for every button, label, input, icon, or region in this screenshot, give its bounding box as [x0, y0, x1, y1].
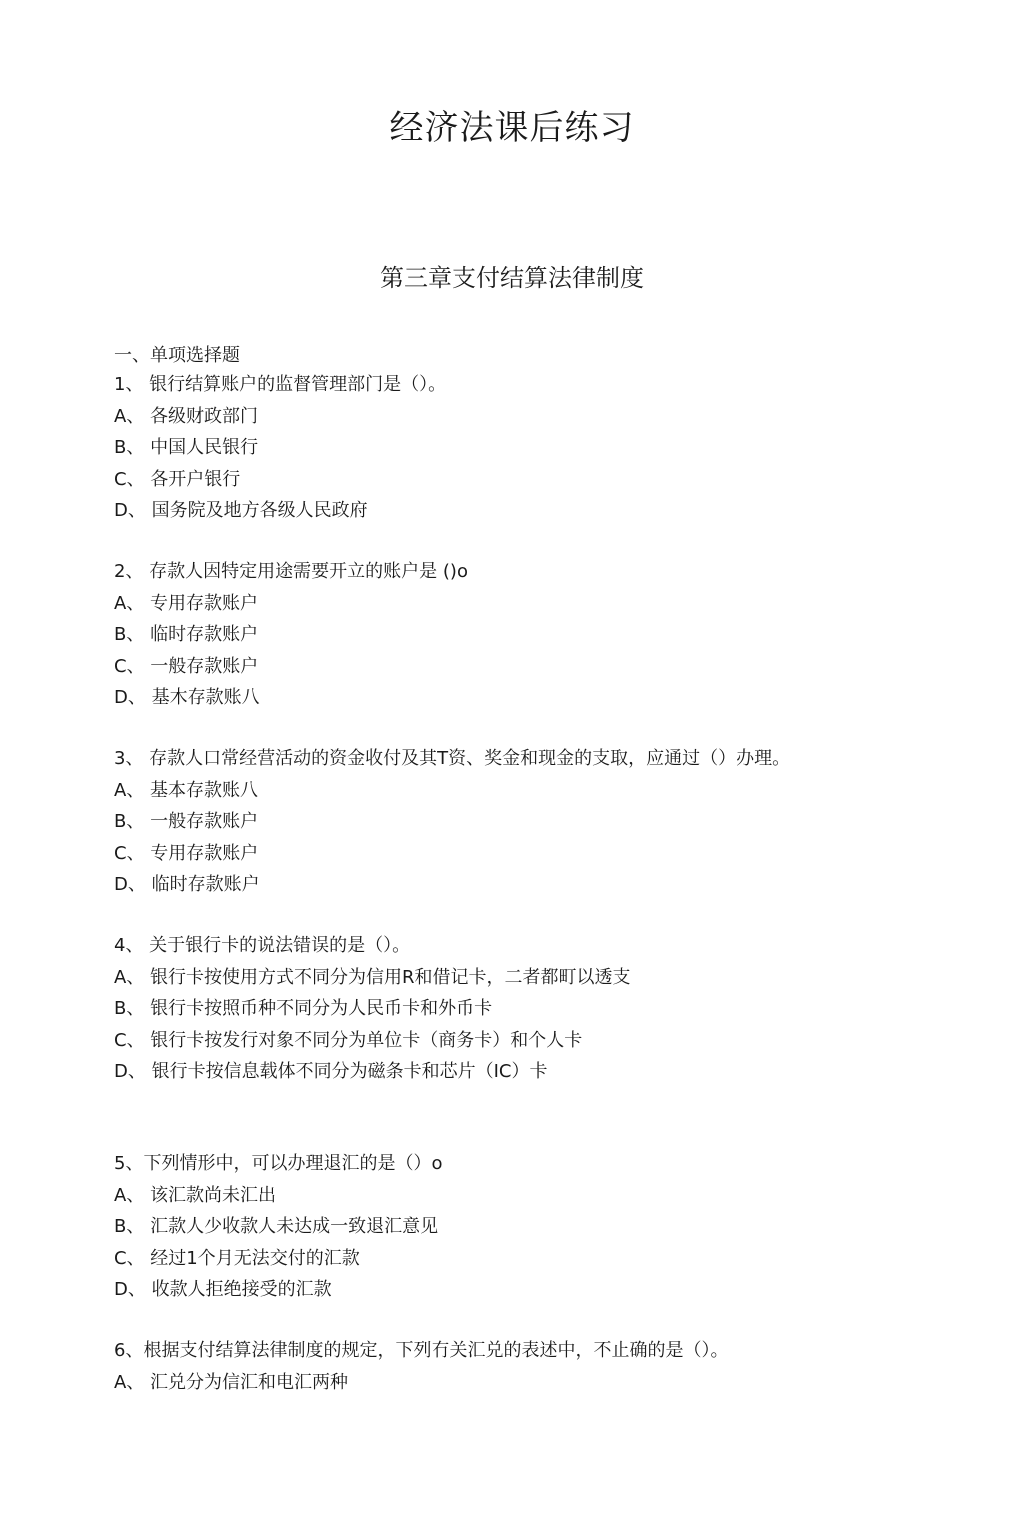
question-4 — [114, 930, 631, 1088]
option-d: D、 国务院及地方各级人民政府 — [114, 500, 368, 521]
question-6 — [114, 1335, 728, 1398]
question-stem: 2、 存款人因特定用途需要开立的账户是 ()o — [114, 561, 468, 582]
option-a: A、 各级财政部门 — [114, 405, 259, 427]
option-a: A、 基本存款账八 — [114, 779, 259, 801]
option-c: C、 专用存款账户 — [114, 842, 259, 864]
question-stem: 6、根据支付结算法律制度的规定，下列冇关汇兑的表述中，不止确的是（）。 — [114, 1340, 729, 1361]
document-title: 经济法课后练习 — [389, 108, 635, 148]
option-b: B、 银行卡按照币种不同分为人民币卡和外币卡 — [114, 998, 493, 1019]
question-2 — [114, 556, 468, 714]
option-d: D、 银行卡按信息载体不同分为磁条卡和芯片（IC）卡 — [114, 1061, 548, 1082]
question-stem: 5、下列情形中，可以办理退汇的是（）o — [114, 1153, 443, 1174]
section-heading: 一、单项选择题 — [114, 345, 240, 366]
option-a: A、 汇兑分为信汇和电汇两种 — [114, 1371, 349, 1393]
option-d: D、 基木存款账八 — [114, 687, 260, 708]
question-stem: 1、 银行结算账户的监督管理部门是（）。 — [114, 374, 447, 395]
question-5 — [114, 1148, 442, 1306]
option-d: D、 收款人拒绝接受的汇款 — [114, 1279, 332, 1300]
question-3 — [114, 743, 790, 901]
chapter-title: 第三章支付结算法律制度 — [380, 264, 644, 292]
option-b: B、 临时存款账户 — [114, 624, 259, 645]
option-b: B、 汇款人少收款人未达成一致退汇意见 — [114, 1216, 439, 1237]
option-c: C、 各开户银行 — [114, 468, 241, 490]
option-d: D、 临时存款账户 — [114, 874, 260, 895]
option-a: A、 银行卡按使用方式不同分为信用R和借记卡，二者都町以透支 — [114, 966, 631, 988]
option-c: C、 一般存款账户 — [114, 655, 259, 677]
option-b: B、 中国人民银行 — [114, 437, 259, 458]
question-1 — [114, 369, 446, 527]
question-stem: 4、 关于银行卡的说法错误的是（）。 — [114, 935, 411, 956]
option-c: C、 经过1个月无法交付的汇款 — [114, 1247, 360, 1269]
option-a: A、 该汇款尚未汇出 — [114, 1184, 277, 1206]
option-c: C、 银行卡按发行对象不同分为单位卡（商务卡）和个人卡 — [114, 1029, 583, 1051]
option-a: A、 专用存款账户 — [114, 592, 259, 614]
question-stem: 3、 存款人口常经营活动的资金收付及其T资、奖金和现金的支取，应通过（）办理。 — [114, 748, 791, 769]
option-b: B、 一般存款账户 — [114, 811, 259, 832]
